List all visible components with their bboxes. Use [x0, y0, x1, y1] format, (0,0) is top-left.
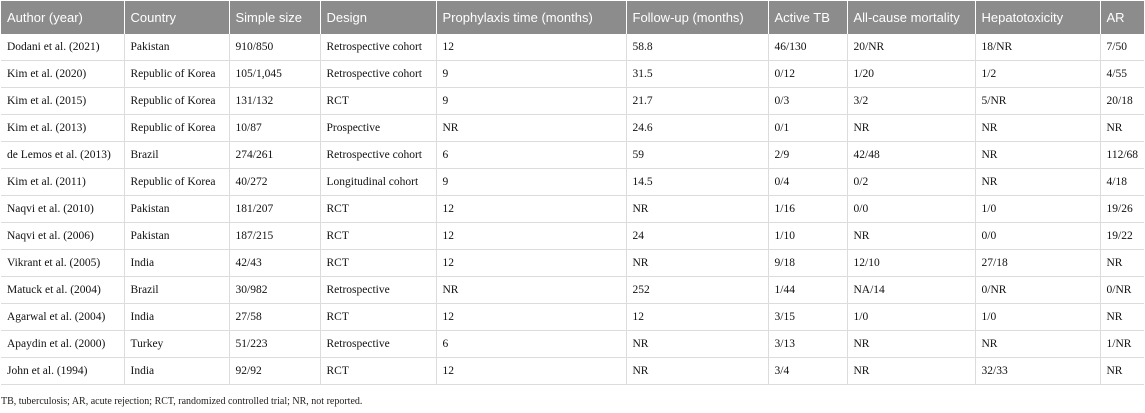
- cell-hepatotoxicity: 0/NR: [975, 277, 1100, 304]
- cell-design: RCT: [320, 250, 436, 277]
- cell-author: Kim et al. (2011): [1, 169, 124, 196]
- cell-follow-up: NR: [626, 196, 768, 223]
- cell-country: Republic of Korea: [124, 88, 229, 115]
- cell-prophylaxis-time: 6: [436, 142, 626, 169]
- cell-mortality: 3/2: [847, 88, 975, 115]
- cell-author: Matuck et al. (2004): [1, 277, 124, 304]
- cell-ar: 0/NR: [1106, 284, 1132, 296]
- cell-ar: 112/68: [1106, 149, 1139, 161]
- cell-prophylaxis-time: 12: [436, 196, 626, 223]
- cell-hepatotoxicity: NR: [975, 169, 1100, 196]
- cell-active-tb: 46/130: [768, 34, 847, 61]
- table-row: [1, 115, 1144, 142]
- table-header-row: [1, 1, 1144, 34]
- table-row: [1, 277, 1144, 304]
- cell-design: RCT: [320, 196, 436, 223]
- cell-country: Republic of Korea: [124, 61, 229, 88]
- table-row: [1, 169, 1144, 196]
- cell-follow-up: 21.7: [626, 88, 768, 115]
- cell-mortality: 0/0: [847, 196, 975, 223]
- cell-hepatotoxicity: 27/18: [975, 250, 1100, 277]
- cell-sample-size: 51/223: [229, 331, 320, 358]
- cell-sample-size: 131/132: [229, 88, 320, 115]
- cell-prophylaxis-time: 9: [436, 88, 626, 115]
- cell-country: Pakistan: [124, 34, 229, 61]
- cell-country: Brazil: [124, 277, 229, 304]
- cell-active-tb: 1/10: [768, 223, 847, 250]
- cell-active-tb: 3/13: [768, 331, 847, 358]
- cell-sample-size: 187/215: [229, 223, 320, 250]
- cell-follow-up: 58.8: [626, 34, 768, 61]
- cell-mortality: NR: [847, 115, 975, 142]
- cell-mortality: 20/NR: [847, 34, 975, 61]
- cell-active-tb: 0/1: [768, 115, 847, 142]
- table-row: [1, 250, 1144, 277]
- header-hepatotoxicity: Hepatotoxicity: [975, 1, 1100, 34]
- cell-active-tb: 0/3: [768, 88, 847, 115]
- cell-design: RCT: [320, 88, 436, 115]
- cell-mortality: 1/0: [847, 304, 975, 331]
- cell-hepatotoxicity: 18/NR: [975, 34, 1100, 61]
- cell-follow-up: NR: [626, 331, 768, 358]
- cell-sample-size: 92/92: [229, 358, 320, 385]
- cell-mortality: 1/20: [847, 61, 975, 88]
- cell-sample-size: 27/58: [229, 304, 320, 331]
- cell-country: Republic of Korea: [124, 115, 229, 142]
- cell-design: Retrospective cohort: [320, 34, 436, 61]
- header-ar: AR: [1100, 1, 1144, 34]
- cell-sample-size: 910/850: [229, 34, 320, 61]
- cell-active-tb: 2/9: [768, 142, 847, 169]
- cell-hepatotoxicity: 1/0: [975, 196, 1100, 223]
- cell-follow-up: 252: [626, 277, 768, 304]
- header-active-tb: Active TB: [768, 1, 847, 34]
- cell-mortality: 12/10: [847, 250, 975, 277]
- cell-design: Longitudinal cohort: [320, 169, 436, 196]
- table-row: [1, 88, 1144, 115]
- cell-hepatotoxicity: 0/0: [975, 223, 1100, 250]
- table-row: [1, 358, 1144, 385]
- cell-prophylaxis-time: 6: [436, 331, 626, 358]
- cell-ar: NR: [1106, 311, 1123, 323]
- cell-hepatotoxicity: NR: [975, 115, 1100, 142]
- cell-design: RCT: [320, 358, 436, 385]
- cell-ar: NR: [1106, 122, 1123, 134]
- cell-follow-up: 59: [626, 142, 768, 169]
- cell-mortality: NR: [847, 358, 975, 385]
- cell-ar: 19/26: [1106, 203, 1133, 215]
- cell-prophylaxis-time: 9: [436, 169, 626, 196]
- cell-mortality: NR: [847, 223, 975, 250]
- cell-sample-size: 42/43: [229, 250, 320, 277]
- data-table-container: [1, 1, 1144, 385]
- table-row: [1, 61, 1144, 88]
- cell-follow-up: 24.6: [626, 115, 768, 142]
- cell-country: India: [124, 358, 229, 385]
- cell-hepatotoxicity: NR: [975, 331, 1100, 358]
- cell-hepatotoxicity: 5/NR: [975, 88, 1100, 115]
- cell-active-tb: 0/12: [768, 61, 847, 88]
- header-country: Country: [124, 1, 229, 34]
- cell-country: Pakistan: [124, 223, 229, 250]
- table-row: [1, 142, 1144, 169]
- table-row: [1, 304, 1144, 331]
- cell-follow-up: 12: [626, 304, 768, 331]
- cell-hepatotoxicity: NR: [975, 142, 1100, 169]
- cell-follow-up: 31.5: [626, 61, 768, 88]
- cell-design: Retrospective cohort: [320, 142, 436, 169]
- cell-sample-size: 274/261: [229, 142, 320, 169]
- cell-author: Kim et al. (2020): [1, 61, 124, 88]
- cell-design: Retrospective: [320, 277, 436, 304]
- cell-active-tb: 9/18: [768, 250, 847, 277]
- cell-ar: 19/22: [1106, 230, 1133, 242]
- cell-ar: 4/55: [1106, 68, 1127, 80]
- cell-country: Turkey: [124, 331, 229, 358]
- cell-author: Kim et al. (2013): [1, 115, 124, 142]
- cell-country: India: [124, 250, 229, 277]
- cell-design: RCT: [320, 223, 436, 250]
- cell-author: Naqvi et al. (2010): [1, 196, 124, 223]
- cell-ar: 1/NR: [1106, 338, 1132, 350]
- cell-sample-size: 40/272: [229, 169, 320, 196]
- cell-follow-up: NR: [626, 358, 768, 385]
- cell-author: Apaydin et al. (2000): [1, 331, 124, 358]
- cell-design: Prospective: [320, 115, 436, 142]
- cell-ar: 4/18: [1106, 176, 1127, 188]
- cell-prophylaxis-time: 12: [436, 223, 626, 250]
- cell-mortality: 42/48: [847, 142, 975, 169]
- cell-prophylaxis-time: 12: [436, 34, 626, 61]
- cell-design: Retrospective cohort: [320, 61, 436, 88]
- header-author: Author (year): [1, 1, 124, 34]
- header-design: Design: [320, 1, 436, 34]
- cell-active-tb: 1/16: [768, 196, 847, 223]
- cell-hepatotoxicity: 1/2: [975, 61, 1100, 88]
- cell-country: Pakistan: [124, 196, 229, 223]
- cell-prophylaxis-time: 12: [436, 250, 626, 277]
- table-row: [1, 223, 1144, 250]
- cell-mortality: NR: [847, 331, 975, 358]
- cell-author: Dodani et al. (2021): [1, 34, 124, 61]
- cell-author: Vikrant et al. (2005): [1, 250, 124, 277]
- cell-follow-up: 24: [626, 223, 768, 250]
- header-sample-size: Simple size: [229, 1, 320, 34]
- cell-active-tb: 0/4: [768, 169, 847, 196]
- cell-hepatotoxicity: 1/0: [975, 304, 1100, 331]
- cell-sample-size: 105/1,045: [229, 61, 320, 88]
- header-follow-up: Follow-up (months): [626, 1, 768, 34]
- cell-author: John et al. (1994): [1, 358, 124, 385]
- table-row: [1, 331, 1144, 358]
- table-row: [1, 196, 1144, 223]
- cell-author: Kim et al. (2015): [1, 88, 124, 115]
- cell-sample-size: 10/87: [229, 115, 320, 142]
- cell-follow-up: NR: [626, 250, 768, 277]
- cell-ar: 20/18: [1106, 95, 1133, 107]
- cell-country: Republic of Korea: [124, 169, 229, 196]
- cell-follow-up: 14.5: [626, 169, 768, 196]
- table-footnote: TB, tuberculosis; AR, acute rejection; RCT, randomized controlled trial; NR, not reported.: [1, 396, 363, 407]
- cell-country: Brazil: [124, 142, 229, 169]
- table-row: [1, 34, 1144, 61]
- cell-active-tb: 3/15: [768, 304, 847, 331]
- cell-prophylaxis-time: 12: [436, 304, 626, 331]
- cell-sample-size: 30/982: [229, 277, 320, 304]
- cell-hepatotoxicity: 32/33: [975, 358, 1100, 385]
- cell-design: RCT: [320, 304, 436, 331]
- cell-prophylaxis-time: 9: [436, 61, 626, 88]
- cell-prophylaxis-time: NR: [436, 277, 626, 304]
- cell-prophylaxis-time: 12: [436, 358, 626, 385]
- cell-mortality: NA/14: [847, 277, 975, 304]
- cell-design: Retrospective: [320, 331, 436, 358]
- cell-ar: 7/50: [1106, 41, 1127, 53]
- header-mortality: All-cause mortality: [847, 1, 975, 34]
- cell-author: Agarwal et al. (2004): [1, 304, 124, 331]
- cell-author: Naqvi et al. (2006): [1, 223, 124, 250]
- cell-ar: NR: [1106, 365, 1123, 377]
- data-table: [1, 1, 1144, 385]
- cell-active-tb: 1/44: [768, 277, 847, 304]
- cell-prophylaxis-time: NR: [436, 115, 626, 142]
- cell-ar: NR: [1106, 257, 1123, 269]
- cell-sample-size: 181/207: [229, 196, 320, 223]
- cell-author: de Lemos et al. (2013): [1, 142, 124, 169]
- cell-country: India: [124, 304, 229, 331]
- cell-mortality: 0/2: [847, 169, 975, 196]
- cell-active-tb: 3/4: [768, 358, 847, 385]
- header-prophylaxis-time: Prophylaxis time (months): [436, 1, 626, 34]
